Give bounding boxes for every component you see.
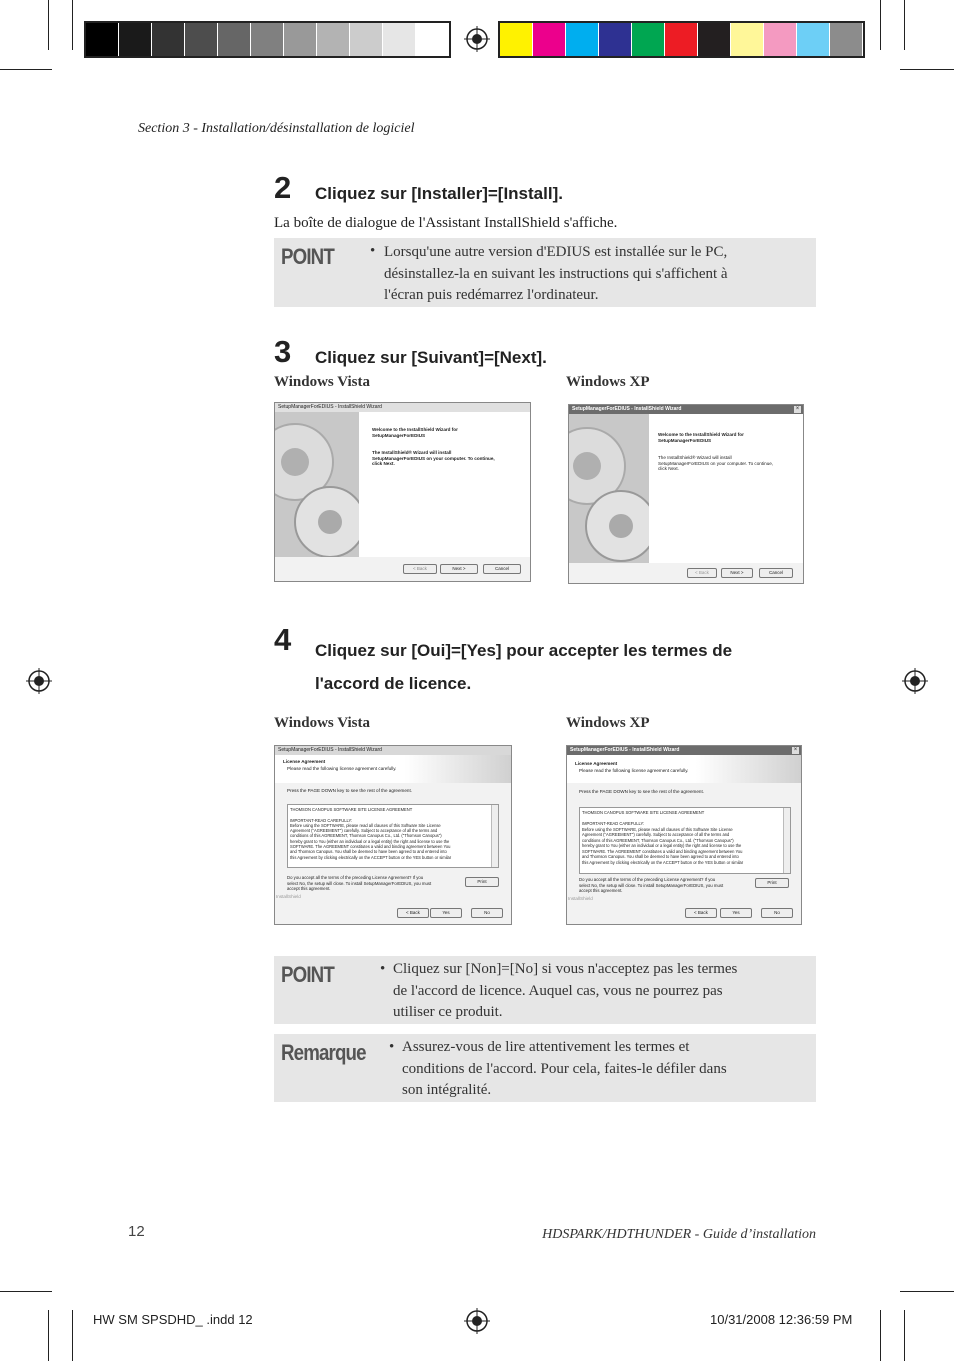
wizard-art bbox=[569, 414, 649, 563]
crop-mark bbox=[904, 1310, 905, 1361]
bullet-icon: • bbox=[389, 1039, 395, 1055]
crop-mark bbox=[48, 1310, 49, 1361]
step-number: 2 bbox=[274, 170, 292, 205]
caption-windows-vista: Windows Vista bbox=[274, 715, 371, 731]
slug-date: 10/31/2008 12:36:59 PM bbox=[710, 1312, 853, 1327]
welcome-text: The InstallShield® Wizard will install SetupManagerForEDIUS on your computer. To continue, click Next. bbox=[372, 450, 495, 467]
installshield-label: InstallShield bbox=[276, 894, 301, 899]
color-swatch bbox=[119, 23, 152, 56]
bullet-icon: • bbox=[380, 961, 386, 977]
point-text: Lorsqu'une autre version d'EDIUS est installée sur le PC, désinstallez-la en suivant les instructions qui s'affichent à l'écran puis redémarrez l'ordinateur. bbox=[384, 244, 728, 303]
color-swatch bbox=[665, 23, 698, 56]
color-swatch bbox=[416, 23, 449, 56]
color-swatch bbox=[251, 23, 284, 56]
dialog-title: SetupManagerForEDIUS - InstallShield Wizard bbox=[567, 746, 801, 755]
color-swatch bbox=[185, 23, 218, 56]
color-swatch bbox=[383, 23, 416, 56]
color-swatch bbox=[599, 23, 632, 56]
step-title: Cliquez sur [Oui]=[Yes] pour accepter les termes de l'accord de licence. bbox=[315, 641, 733, 693]
installshield-label: InstallShield bbox=[568, 896, 593, 901]
crop-mark bbox=[72, 0, 73, 50]
color-swatch bbox=[284, 23, 317, 56]
xp-welcome-dialog bbox=[568, 404, 804, 584]
dialog-title: SetupManagerForEDIUS - InstallShield Wizard bbox=[275, 403, 530, 412]
print-button[interactable]: Print bbox=[465, 877, 499, 887]
remarque-label: Remarque bbox=[281, 1040, 366, 1065]
yes-button[interactable]: Yes bbox=[430, 908, 462, 918]
next-button[interactable]: Next > bbox=[440, 564, 478, 574]
crop-mark bbox=[72, 1310, 73, 1361]
crop-mark bbox=[48, 0, 49, 50]
welcome-heading: Welcome to the InstallShield Wizard for SetupManagerForEDIUS bbox=[372, 427, 458, 438]
wizard-content bbox=[359, 412, 530, 557]
license-header-band: License Agreement Please read the following license agreement carefully. bbox=[275, 755, 511, 783]
color-swatch bbox=[533, 23, 566, 56]
close-icon[interactable]: × bbox=[793, 747, 798, 753]
point-box bbox=[274, 956, 816, 1024]
point-label: POINT bbox=[281, 244, 334, 269]
dialog-title: SetupManagerForEDIUS - InstallShield Wizard bbox=[275, 746, 511, 755]
crop-mark bbox=[880, 1310, 881, 1361]
caption-windows-vista: Windows Vista bbox=[274, 374, 371, 390]
color-calibration-bar bbox=[498, 21, 865, 58]
color-swatch bbox=[698, 23, 731, 56]
color-swatch bbox=[566, 23, 599, 56]
accept-question: Do you accept all the terms of the preceding License Agreement? If you select No, the setup will close. To install SetupManagerForEDIUS, you must accept this agreement. bbox=[287, 875, 432, 892]
scrollbar[interactable] bbox=[783, 808, 790, 873]
caption-windows-xp: Windows XP bbox=[566, 715, 650, 731]
point-label: POINT bbox=[281, 962, 334, 987]
license-header-band: License Agreement Please read the following license agreement carefully. bbox=[567, 755, 801, 783]
color-swatch bbox=[830, 23, 863, 56]
step-number: 4 bbox=[274, 622, 292, 657]
point-text: Cliquez sur [Non]=[No] si vous n'acceptez pas les termes de l'accord de licence. Auquel cas, vous ne pourrez pas utiliser ce produit. bbox=[393, 961, 738, 1020]
registration-mark-icon bbox=[902, 668, 928, 694]
section-header: Section 3 - Installation/désinstallation de logiciel bbox=[138, 121, 415, 136]
registration-mark-icon bbox=[26, 668, 52, 694]
pagedown-hint: Press the PAGE DOWN key to see the rest of the agreement. bbox=[287, 788, 413, 793]
cancel-button[interactable]: Cancel bbox=[483, 564, 521, 574]
color-swatch bbox=[731, 23, 764, 56]
crop-mark bbox=[0, 1291, 52, 1292]
print-button[interactable]: Print bbox=[755, 878, 789, 888]
color-swatch bbox=[350, 23, 383, 56]
license-textbox[interactable]: THOMSON CANOPUS SOFTWARE SITE LICENSE AGREEMENT IMPORTANT-READ CAREFULLY: Before using the SOFTWARE, please read all clauses of this Software Site License Agreement ("AGREEMENT") carefully. Subject to acceptance of all the terms and conditions of this AGREEMENT, Thomson Canopus Co., Ltd. ("Thomson Canopus") hereby grant to You (either an individual or a legal entity) the right and license to use the SOFTWARE. The AGREEMENT constitutes a valid and binding agreement between You and Thomson Canopus. You shall be deemed to have been agreed to and entered into this Agreement by clicking electrically on the ACCEPT button or the YES button or similar bbox=[579, 807, 791, 874]
dialog-title: SetupManagerForEDIUS - InstallShield Wizard bbox=[569, 405, 803, 414]
next-button[interactable]: Next > bbox=[721, 568, 753, 578]
color-swatch bbox=[317, 23, 350, 56]
vista-license-dialog bbox=[274, 745, 512, 925]
welcome-heading: Welcome to the InstallShield Wizard for SetupManagerForEDIUS bbox=[658, 432, 744, 443]
page-number: 12 bbox=[128, 1223, 145, 1240]
step-description: La boîte de dialogue de l'Assistant InstallShield s'affiche. bbox=[274, 215, 618, 231]
color-swatch bbox=[500, 23, 533, 56]
crop-mark bbox=[880, 0, 881, 50]
yes-button[interactable]: Yes bbox=[720, 908, 752, 918]
xp-license-dialog bbox=[566, 745, 802, 925]
back-button[interactable]: < Back bbox=[403, 564, 437, 574]
step-title: Cliquez sur [Installer]=[Install]. bbox=[315, 184, 563, 203]
back-button[interactable]: < Back bbox=[687, 568, 717, 578]
back-button[interactable]: < Back bbox=[397, 908, 429, 918]
wizard-art bbox=[275, 412, 359, 557]
color-swatch bbox=[797, 23, 830, 56]
remarque-text: Assurez-vous de lire attentivement les termes et conditions de l'accord. Pour cela, faites-le défiler dans son intégralité. bbox=[402, 1039, 727, 1098]
back-button[interactable]: < Back bbox=[685, 908, 717, 918]
vista-welcome-dialog bbox=[274, 402, 531, 582]
no-button[interactable]: No bbox=[761, 908, 793, 918]
gray-calibration-bar bbox=[84, 21, 451, 58]
crop-mark bbox=[904, 0, 905, 50]
point-box bbox=[274, 238, 816, 307]
close-icon[interactable]: × bbox=[795, 406, 800, 412]
crop-mark bbox=[900, 1291, 954, 1292]
caption-windows-xp: Windows XP bbox=[566, 374, 650, 390]
remarque-box bbox=[274, 1034, 816, 1102]
color-swatch bbox=[152, 23, 185, 56]
license-textbox[interactable]: THOMSON CANOPUS SOFTWARE SITE LICENSE AGREEMENT IMPORTANT-READ CAREFULLY: Before using the SOFTWARE, please read all clauses of this Software Site License Agreement ("AGREEMENT") carefully. Subject to acceptance of all the terms and conditions of this AGREEMENT, Thomson Canopus Co., Ltd. ("Thomson Canopus") hereby grant to You (either an individual or a legal entity) the right and license to use the SOFTWARE. The AGREEMENT constitutes a valid and binding agreement between You and Thomson Canopus. You shall be deemed to have been agreed to and entered into this Agreement by clicking electrically on the ACCEPT button or the YES button or similar bbox=[287, 804, 499, 868]
step-title: Cliquez sur [Suivant]=[Next]. bbox=[315, 348, 547, 367]
pagedown-hint: Press the PAGE DOWN key to see the rest of the agreement. bbox=[579, 789, 705, 794]
color-swatch bbox=[86, 23, 119, 56]
crop-mark bbox=[0, 69, 52, 70]
slug-filename: HW SM SPSDHD_ .indd 12 bbox=[93, 1312, 253, 1327]
crop-mark bbox=[900, 69, 954, 70]
registration-mark-icon bbox=[464, 26, 490, 52]
registration-mark-icon bbox=[464, 1308, 490, 1334]
bullet-icon: • bbox=[370, 243, 376, 259]
guide-title: HDSPARK/HDTHUNDER - Guide d’installation bbox=[542, 1227, 816, 1242]
no-button[interactable]: No bbox=[471, 908, 503, 918]
cancel-button[interactable]: Cancel bbox=[759, 568, 793, 578]
step-number: 3 bbox=[274, 334, 292, 369]
color-swatch bbox=[632, 23, 665, 56]
welcome-text: The InstallShield® Wizard will install SetupManagerForEDIUS on your computer. To continue, click Next. bbox=[658, 455, 774, 472]
accept-question: Do you accept all the terms of the preceding License Agreement? If you select No, the setup will close. To install SetupManagerForEDIUS, you must accept this agreement. bbox=[579, 877, 724, 894]
color-swatch bbox=[764, 23, 797, 56]
scrollbar[interactable] bbox=[491, 805, 498, 867]
color-swatch bbox=[218, 23, 251, 56]
wizard-content bbox=[649, 414, 803, 563]
